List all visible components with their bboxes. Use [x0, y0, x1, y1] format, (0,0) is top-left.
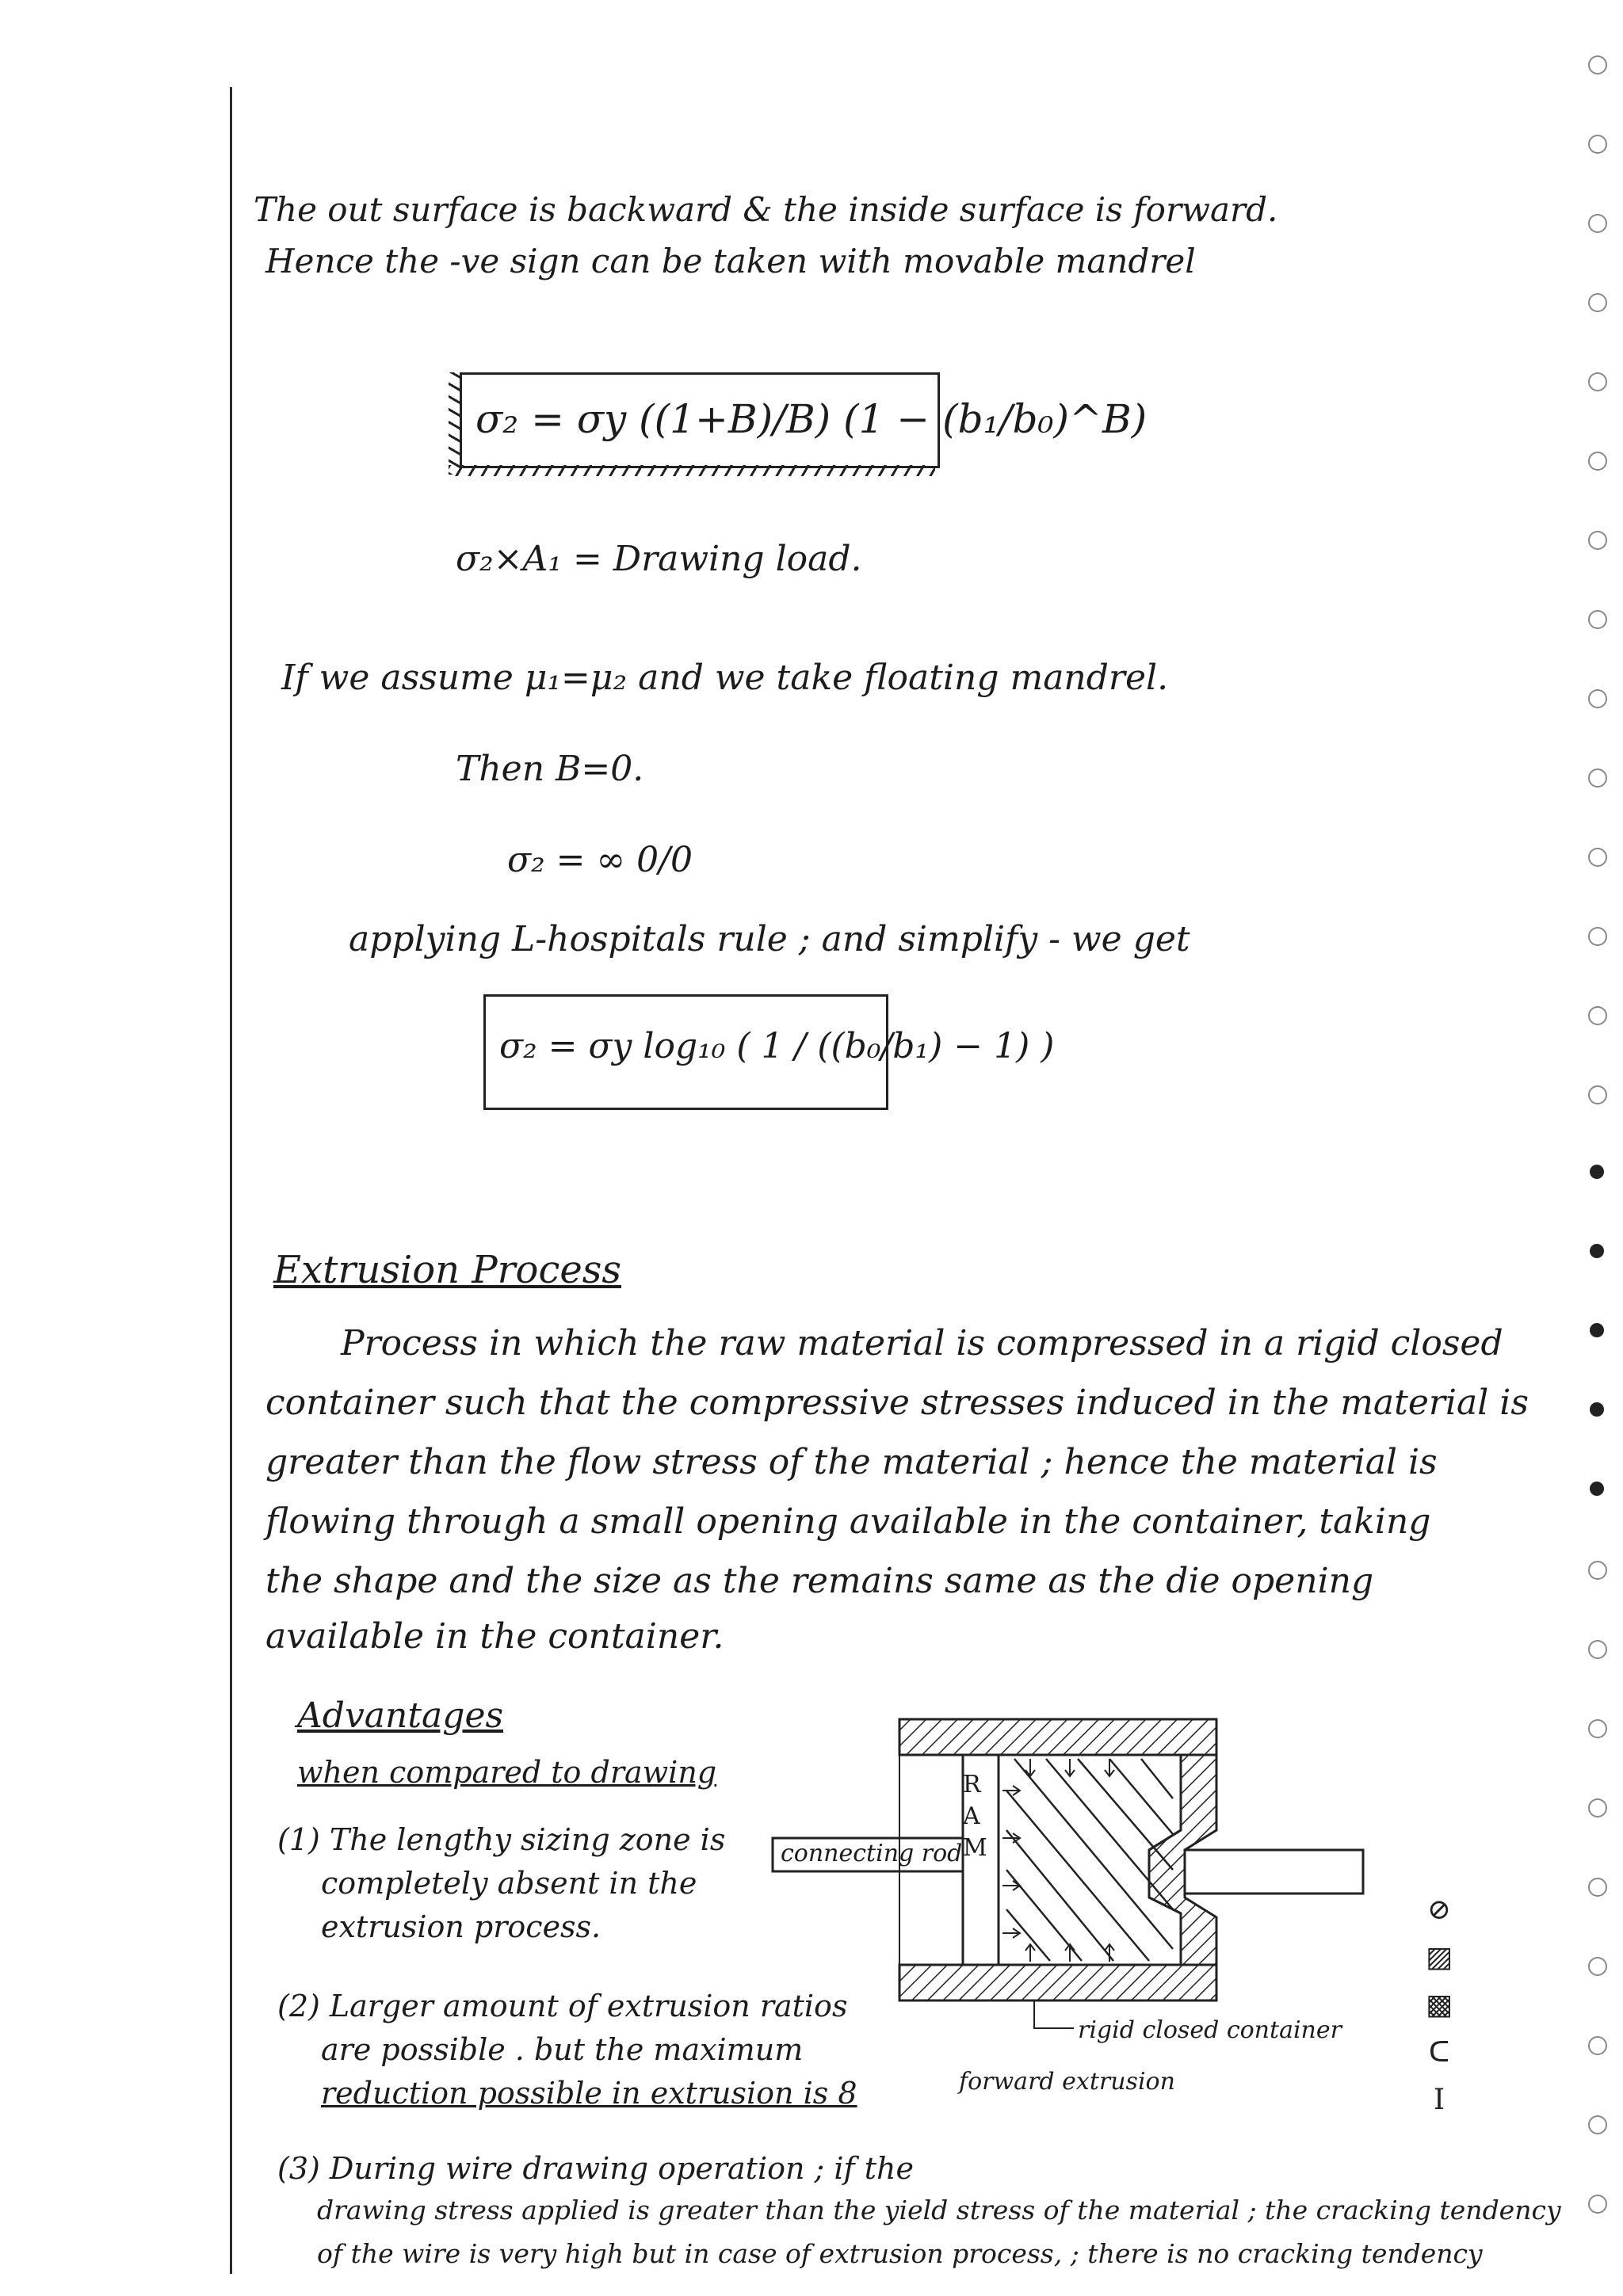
assume-line: If we assume μ₁=μ₂ and we take floating mandrel. — [281, 658, 1169, 698]
extrusion-para-4: flowing through a small opening available in the container, taking — [265, 1501, 1431, 1542]
ram-letter-a: A — [963, 1802, 980, 1830]
advantage-2-line-3: reduction possible in extrusion is 8 — [321, 2076, 857, 2111]
advantage-2-line-1: (2) Larger amount of extrusion ratios — [277, 1989, 848, 2023]
container-bottom-wall — [899, 1965, 1216, 2000]
advantages-subtitle: when compared to drawing — [297, 1755, 717, 1790]
advantage-1-line-3: extrusion process. — [321, 1909, 601, 1944]
ram-letter-m: M — [963, 1834, 987, 1862]
section-symbols — [1419, 1894, 1466, 2147]
container-top-wall — [899, 1719, 1216, 1755]
round-bar-section-icon: ⊘ — [1426, 1893, 1452, 1926]
equation-2: σ₂ = σy log₁₀ ( 1 / ((b₀/b₁) − 1) ) — [499, 1026, 1055, 1066]
container-label: rigid closed container — [1078, 2016, 1342, 2044]
then-line: Then B=0. — [456, 749, 644, 789]
advantage-3-line-2: drawing stress applied is greater than the yield stress of the material ; the cracking tendency — [317, 2195, 1561, 2225]
extruded-product — [1185, 1850, 1363, 1894]
intro-line-2: Hence the -ve sign can be taken with movable mandrel — [265, 242, 1196, 280]
advantage-3-line-3: of the wire is very high but in case of extrusion process, ; there is no cracking tendency — [317, 2238, 1483, 2269]
extrusion-para-5: the shape and the size as the remains same as the die opening — [265, 1561, 1374, 1601]
margin-line — [230, 87, 232, 2274]
container-leader — [1034, 2000, 1074, 2028]
square-bar-section-icon: ▨ — [1425, 1940, 1453, 1974]
connecting-rod-label: connecting rod — [781, 1840, 963, 1867]
forward-extrusion-diagram — [761, 1711, 1395, 2044]
drawing-load-line: σ₂×A₁ = Drawing load. — [456, 539, 862, 579]
sigma-zero-line: σ₂ = ∞ 0/0 — [507, 840, 693, 880]
hatched-square-section-icon: ▩ — [1425, 1988, 1453, 2021]
advantage-1-line-2: completely absent in the — [321, 1866, 697, 1901]
ram-letter-r: R — [963, 1771, 981, 1798]
channel-section-icon: ᑕ — [1428, 2035, 1450, 2069]
advantage-3-line-1: (3) During wire drawing operation ; if the — [277, 2151, 914, 2186]
equation-1: σ₂ = σy ((1+B)/B) (1 − (b₁/b₀)^B) — [475, 396, 1148, 442]
lhospital-line: applying L-hospitals rule ; and simplify - we get — [349, 919, 1190, 959]
extrusion-para-3: greater than the flow stress of the material ; hence the material is — [265, 1442, 1438, 1482]
extrusion-para-2: container such that the compressive stresses induced in the material is — [265, 1383, 1529, 1423]
extrusion-para-6: available in the container. — [265, 1616, 724, 1657]
extrusion-para-1: Process in which the raw material is compressed in a rigid closed — [341, 1323, 1503, 1363]
binder-holes — [1577, 32, 1617, 2282]
extrusion-title: Extrusion Process — [273, 1248, 622, 1292]
intro-line-1: The out surface is backward & the inside surface is forward. — [254, 190, 1278, 229]
diagram-caption: forward extrusion — [959, 2068, 1175, 2096]
advantages-title: Advantages — [297, 1695, 504, 1736]
i-beam-section-icon: I — [1433, 2083, 1445, 2116]
advantage-1-line-1: (1) The lengthy sizing zone is — [277, 1822, 726, 1857]
advantage-2-line-2: are possible . but the maximum — [321, 2032, 804, 2067]
